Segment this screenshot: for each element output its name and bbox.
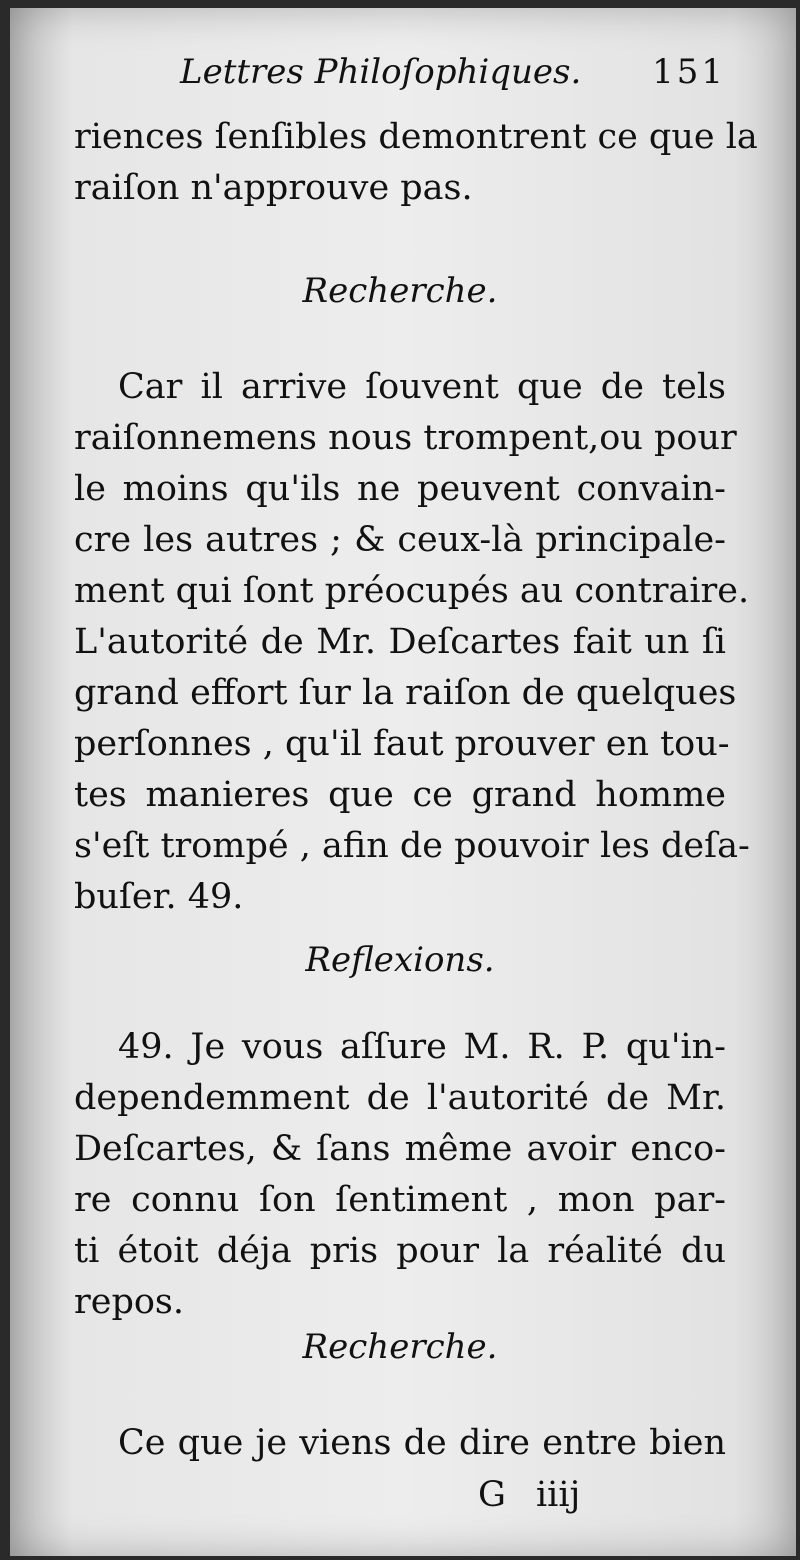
header-title: Lettres Philoſophiques. (180, 52, 582, 92)
paragraph-continuation (74, 112, 758, 214)
text-line: dependemment de l'autorité de Mr. (74, 1078, 726, 1118)
text-line: L'autorité de Mr. Deſcartes fait un ſi (74, 622, 726, 662)
text-line: le moins qu'ils ne peuvent convain- (74, 469, 726, 509)
text-line: grand effort ſur la raiſon de quelques (74, 673, 737, 713)
signature-mark (478, 1475, 610, 1515)
running-header (180, 52, 726, 102)
text-line: raiſonnemens nous trompent,ou pour (74, 418, 737, 458)
text-line: buſer. 49. (74, 877, 244, 917)
text-line: ment qui ſont préocupés au contraire. (74, 571, 750, 611)
paragraph-reflexions (74, 1022, 726, 1328)
section-heading: Reflexions. (305, 940, 495, 980)
text-line: re connu ſon ſentiment , mon par- (74, 1180, 726, 1220)
signature-letter: G (478, 1475, 506, 1515)
text-line: Deſcartes, & ſans même avoir enco- (74, 1129, 726, 1169)
section-heading-recherche-2 (74, 1322, 726, 1372)
section-heading-reflexions (74, 935, 726, 985)
text-line: Car il arrive ſouvent que de tels (118, 367, 726, 407)
section-heading: Recherche. (302, 1327, 498, 1367)
section-heading-recherche (74, 266, 726, 316)
paragraph-recherche (74, 362, 750, 923)
text-line: s'eſt trompé , afin de pouvoir les deſa- (74, 826, 750, 866)
section-heading: Recherche. (302, 271, 498, 311)
text-line: 49. Je vous aſſure M. R. P. qu'in- (118, 1027, 726, 1067)
page-number: 151 (652, 52, 726, 92)
paragraph-recherche-2 (74, 1418, 726, 1469)
text-line: tes manieres que ce grand homme (74, 775, 726, 815)
text-line: repos. (74, 1282, 185, 1322)
text-line: raiſon n'approuve pas. (74, 168, 473, 208)
text-line: cre les autres ; & ceux-là principale- (74, 520, 726, 560)
text-line: Ce que je viens de dire entre bien (118, 1423, 726, 1463)
signature-number: iiij (535, 1475, 581, 1515)
text-line: ti étoit déja pris pour la réalité du (74, 1231, 726, 1271)
text-line: riences ſenſibles demontrent ce que la (74, 117, 758, 157)
text-line: perſonnes , qu'il faut prouver en tou- (74, 724, 730, 764)
